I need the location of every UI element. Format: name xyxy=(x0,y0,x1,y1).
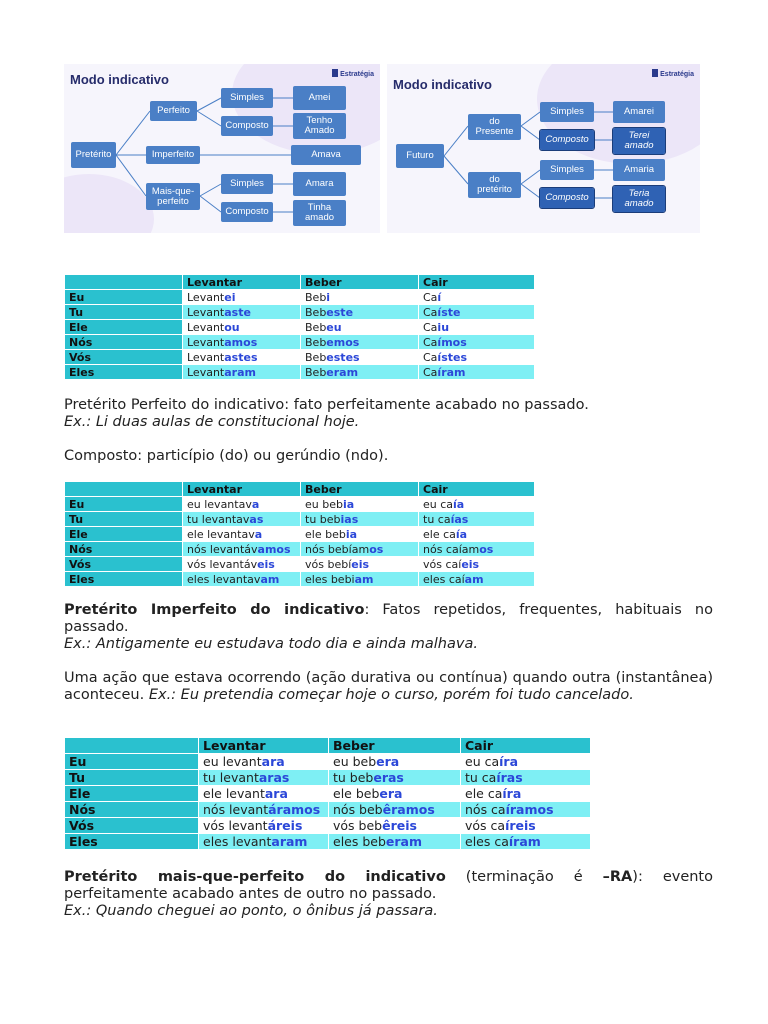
paragraph-preterito-imperfeito: Pretérito Imperfeito do indicativo: Fatos repetidos, frequentes, habituais no passado. Ex.: Antigamente eu estudava todo dia e ainda malhava. xyxy=(64,602,713,652)
verb-ending: estes xyxy=(326,350,360,364)
verb-stem: eu ca xyxy=(465,754,500,769)
table-header-row xyxy=(65,738,591,754)
verb-ending: íreis xyxy=(505,818,536,833)
header-blank xyxy=(65,738,199,754)
column-header: Cair xyxy=(419,275,535,290)
verb-form-cell xyxy=(419,542,535,557)
diagram-futuro xyxy=(387,64,700,233)
node-mais-que-perfeito: Mais-que- perfeito xyxy=(146,183,200,210)
verb-form-cell xyxy=(419,305,535,320)
table-header-row xyxy=(65,482,535,497)
verb-form-cell xyxy=(419,350,535,365)
verb-form-cell xyxy=(301,527,419,542)
verb-stem: Levant xyxy=(187,290,225,304)
column-header: Cair xyxy=(461,738,591,754)
table-row xyxy=(65,770,591,786)
pronoun-cell: Eles xyxy=(65,834,199,850)
verb-ending: a xyxy=(251,497,260,511)
definition-text: Pretérito Perfeito do indicativo: fato perfeitamente acabado no passado. xyxy=(64,397,589,413)
pronoun-cell: Ele xyxy=(65,320,183,335)
verb-form-cell xyxy=(301,305,419,320)
verb-stem: tu beb xyxy=(305,512,341,526)
table-row xyxy=(65,527,535,542)
verb-stem: Levant xyxy=(187,305,225,319)
verb-stem: eles bebi xyxy=(305,572,355,586)
node-composto: Composto xyxy=(540,188,594,208)
verb-form-cell xyxy=(301,365,419,380)
verb-stem: vós beb xyxy=(333,818,383,833)
node-tenho-amado: Tenho Amado xyxy=(293,113,346,139)
verb-form-cell xyxy=(183,320,301,335)
verb-ending: ía xyxy=(453,497,465,511)
verb-ending: eis xyxy=(257,557,275,571)
verb-stem: Ca xyxy=(423,335,438,349)
verb-form-cell xyxy=(301,350,419,365)
table-row xyxy=(65,834,591,850)
pronoun-cell: Eu xyxy=(65,290,183,305)
node-composto: Composto xyxy=(221,116,273,136)
verb-stem: Levant xyxy=(187,350,225,364)
column-header: Beber xyxy=(301,482,419,497)
verb-form-cell xyxy=(199,802,329,818)
verb-form-cell xyxy=(199,754,329,770)
verb-ending: amos xyxy=(224,335,258,349)
verb-stem: Beb xyxy=(305,365,327,379)
verb-form-cell xyxy=(419,572,535,587)
table-row xyxy=(65,557,535,572)
table-header-row xyxy=(65,275,535,290)
table-row xyxy=(65,786,591,802)
verb-stem: Ca xyxy=(423,350,438,364)
verb-form-cell xyxy=(329,818,461,834)
verb-stem: eu levantav xyxy=(187,497,252,511)
conjugation-table-preterito-perfeito xyxy=(64,274,535,380)
verb-form-cell xyxy=(183,497,301,512)
verb-form-cell xyxy=(199,770,329,786)
verb-stem: Levant xyxy=(187,320,225,334)
verb-form-cell xyxy=(199,818,329,834)
verb-ending: áramos xyxy=(268,802,321,817)
verb-form-cell xyxy=(183,512,301,527)
verb-stem: nós caíam xyxy=(423,542,480,556)
column-header: Levantar xyxy=(199,738,329,754)
verb-form-cell xyxy=(419,365,535,380)
verb-form-cell xyxy=(301,320,419,335)
verb-stem: eu beb xyxy=(333,754,377,769)
verb-form-cell xyxy=(461,770,591,786)
verb-form-cell xyxy=(199,786,329,802)
pronoun-cell: Eu xyxy=(65,497,183,512)
verb-stem: vós caí xyxy=(423,557,462,571)
node-composto: Composto xyxy=(540,130,594,150)
verb-form-cell xyxy=(329,786,461,802)
pronoun-cell: Nós xyxy=(65,802,199,818)
verb-stem: eu beb xyxy=(305,497,343,511)
verb-form-cell xyxy=(301,572,419,587)
verb-form-cell xyxy=(461,818,591,834)
node-perfeito: Perfeito xyxy=(150,101,197,121)
verb-form-cell xyxy=(199,834,329,850)
verb-ending: aram xyxy=(224,365,256,379)
verb-stem: ele beb xyxy=(333,786,380,801)
verb-stem: nós bebíam xyxy=(305,542,370,556)
table-row xyxy=(65,497,535,512)
verb-stem: vós ca xyxy=(465,818,506,833)
pronoun-cell: Tu xyxy=(65,305,183,320)
verb-form-cell xyxy=(183,527,301,542)
pronoun-cell: Nós xyxy=(65,542,183,557)
pronoun-cell: Eu xyxy=(65,754,199,770)
table-row xyxy=(65,754,591,770)
verb-ending: eras xyxy=(373,770,404,785)
verb-ending: íram xyxy=(437,365,466,379)
verb-ending: êreis xyxy=(382,818,417,833)
verb-form-cell xyxy=(329,834,461,850)
verb-ending: ias xyxy=(340,512,359,526)
verb-stem: eles ca xyxy=(465,834,509,849)
verb-ending: as xyxy=(249,512,264,526)
table-row xyxy=(65,802,591,818)
paragraph-preterito-mais-que-perfeito: Pretérito mais-que-perfeito do indicativo (terminação é –RA): evento perfeitamente acabado antes de outro no passado. Ex.: Quando cheguei ao ponto, o ônibus já passara. xyxy=(64,869,713,919)
verb-ending: emos xyxy=(326,335,360,349)
verb-ending: iu xyxy=(437,320,450,334)
verb-stem: ele beb xyxy=(305,527,346,541)
verb-ending: aras xyxy=(258,770,290,785)
conjugation-table-preterito-imperfeito xyxy=(64,481,535,587)
verb-stem: Beb xyxy=(305,350,327,364)
verb-ending: ara xyxy=(261,754,285,769)
brand-logo: Estratégia xyxy=(652,69,694,78)
verb-form-cell xyxy=(461,754,591,770)
pronoun-cell: Vós xyxy=(65,350,183,365)
verb-stem: vós levant xyxy=(203,818,268,833)
verb-stem: eles levantav xyxy=(187,572,261,586)
column-header: Beber xyxy=(329,738,461,754)
column-header: Cair xyxy=(419,482,535,497)
verb-form-cell xyxy=(301,542,419,557)
verb-stem: ele levant xyxy=(203,786,265,801)
verb-form-cell xyxy=(301,290,419,305)
verb-stem: tu ca xyxy=(465,770,497,785)
table-row xyxy=(65,290,535,305)
pronoun-cell: Eles xyxy=(65,365,183,380)
verb-stem: eles levant xyxy=(203,834,272,849)
pronoun-cell: Tu xyxy=(65,512,183,527)
verb-form-cell xyxy=(183,572,301,587)
verb-ending: ou xyxy=(224,320,240,334)
verb-ending: este xyxy=(326,305,354,319)
pronoun-cell: Vós xyxy=(65,557,183,572)
verb-ending: ia xyxy=(342,497,355,511)
pronoun-cell: Eles xyxy=(65,572,183,587)
node-do-presente: do Presente xyxy=(468,114,521,140)
verb-form-cell xyxy=(419,320,535,335)
node-do-preterito: do pretérito xyxy=(468,172,521,198)
verb-stem: tu levantav xyxy=(187,512,250,526)
verb-ending: astes xyxy=(224,350,258,364)
verb-stem: nós levantáv xyxy=(187,542,258,556)
verb-ending: era xyxy=(376,754,400,769)
verb-ending: ei xyxy=(224,290,236,304)
verb-ending: êramos xyxy=(382,802,435,817)
verb-stem: ele ca xyxy=(465,786,503,801)
verb-stem: Ca xyxy=(423,290,438,304)
verb-stem: tu ca xyxy=(423,512,451,526)
verb-ending: ara xyxy=(264,786,288,801)
verb-ending: eram xyxy=(326,365,359,379)
verb-form-cell xyxy=(329,802,461,818)
table-row xyxy=(65,365,535,380)
verb-form-cell xyxy=(183,365,301,380)
verb-form-cell xyxy=(301,335,419,350)
diagram-preterito xyxy=(64,64,380,233)
pronoun-cell: Ele xyxy=(65,786,199,802)
table-row xyxy=(65,350,535,365)
verb-ending: ímos xyxy=(437,335,467,349)
table-row xyxy=(65,572,535,587)
verb-stem: eles beb xyxy=(333,834,386,849)
verb-stem: tu beb xyxy=(333,770,374,785)
node-preterito: Pretérito xyxy=(71,142,116,168)
node-amarei: Amarei xyxy=(613,101,665,123)
node-simples: Simples xyxy=(540,160,594,180)
conjugation-table-preterito-mais-que-perfeito xyxy=(64,737,591,850)
header-blank xyxy=(65,275,183,290)
verb-ending: eram xyxy=(385,834,423,849)
pronoun-cell: Ele xyxy=(65,527,183,542)
verb-ending: ías xyxy=(450,512,469,526)
verb-ending: os xyxy=(479,542,494,556)
verb-form-cell xyxy=(419,557,535,572)
verb-stem: vós bebí xyxy=(305,557,352,571)
node-teria-amado: Teria amado xyxy=(613,186,665,212)
node-simples: Simples xyxy=(221,174,273,194)
verb-ending: íras xyxy=(496,770,523,785)
column-header: Beber xyxy=(301,275,419,290)
verb-form-cell xyxy=(183,557,301,572)
verb-ending: eis xyxy=(461,557,480,571)
table-row xyxy=(65,818,591,834)
verb-stem: nós beb xyxy=(333,802,383,817)
node-amara: Amara xyxy=(293,172,346,196)
header-blank xyxy=(65,482,183,497)
node-amaria: Amaria xyxy=(613,159,665,181)
verb-ending: i xyxy=(326,290,331,304)
verb-form-cell xyxy=(419,497,535,512)
verb-ending: os xyxy=(369,542,384,556)
verb-ending: am xyxy=(464,572,484,586)
diagram-title: Modo indicativo xyxy=(393,77,492,92)
verb-ending: a xyxy=(254,527,263,541)
verb-form-cell xyxy=(183,290,301,305)
verb-stem: eu levant xyxy=(203,754,262,769)
pronoun-cell: Nós xyxy=(65,335,183,350)
table-row xyxy=(65,542,535,557)
verb-ending: í xyxy=(437,290,442,304)
example-text: Ex.: Li duas aulas de constitucional hoje. xyxy=(64,414,360,430)
pronoun-cell: Vós xyxy=(65,818,199,834)
verb-form-cell xyxy=(183,335,301,350)
verb-form-cell xyxy=(419,335,535,350)
verb-form-cell xyxy=(461,834,591,850)
node-simples: Simples xyxy=(221,88,273,108)
verb-form-cell xyxy=(301,512,419,527)
verb-ending: íra xyxy=(499,754,519,769)
verb-ending: ia xyxy=(345,527,358,541)
verb-form-cell xyxy=(301,497,419,512)
table-row xyxy=(65,512,535,527)
verb-stem: eles caí xyxy=(423,572,465,586)
paragraph-composto: Composto: particípio (do) ou gerúndio (ndo). xyxy=(64,448,389,464)
verb-stem: Beb xyxy=(305,290,327,304)
node-imperfeito: Imperfeito xyxy=(146,146,200,164)
verb-ending: amos xyxy=(257,542,291,556)
verb-ending: ístes xyxy=(437,350,468,364)
paragraph-acao-durativa: Uma ação que estava ocorrendo (ação durativa ou contínua) quando outra (instantânea) aconteceu. Ex.: Eu pretendia começar hoje o curso, porém foi tudo cancelado. xyxy=(64,670,713,703)
verb-form-cell xyxy=(461,786,591,802)
node-amei: Amei xyxy=(293,86,346,110)
table-row xyxy=(65,335,535,350)
verb-ending: am xyxy=(354,572,374,586)
verb-ending: íramos xyxy=(505,802,554,817)
node-terei-amado: Terei amado xyxy=(613,128,665,154)
verb-form-cell xyxy=(461,802,591,818)
verb-stem: Ca xyxy=(423,305,438,319)
verb-stem: Ca xyxy=(423,320,438,334)
node-futuro: Futuro xyxy=(396,144,444,168)
verb-form-cell xyxy=(183,542,301,557)
pronoun-cell: Tu xyxy=(65,770,199,786)
verb-ending: íra xyxy=(502,786,522,801)
verb-stem: vós levantáv xyxy=(187,557,258,571)
verb-ending: ía xyxy=(455,527,468,541)
column-header: Levantar xyxy=(183,275,301,290)
verb-ending: eu xyxy=(326,320,342,334)
verb-stem: Beb xyxy=(305,305,327,319)
node-amava: Amava xyxy=(291,145,361,165)
verb-ending: eis xyxy=(351,557,370,571)
verb-stem: Beb xyxy=(305,335,327,349)
verb-form-cell xyxy=(183,305,301,320)
verb-ending: íram xyxy=(508,834,541,849)
table-row xyxy=(65,305,535,320)
verb-stem: tu levant xyxy=(203,770,259,785)
verb-form-cell xyxy=(419,527,535,542)
table-row xyxy=(65,320,535,335)
verb-ending: áreis xyxy=(267,818,303,833)
verb-stem: ele levantav xyxy=(187,527,255,541)
node-simples: Simples xyxy=(540,102,594,122)
node-composto: Composto xyxy=(221,202,273,222)
verb-stem: Levant xyxy=(187,335,225,349)
diagram-title: Modo indicativo xyxy=(70,72,169,87)
verb-stem: Levant xyxy=(187,365,225,379)
paragraph-preterito-perfeito xyxy=(64,397,713,431)
verb-stem: nós levant xyxy=(203,802,269,817)
verb-form-cell xyxy=(301,557,419,572)
verb-ending: am xyxy=(260,572,280,586)
verb-stem: eu ca xyxy=(423,497,454,511)
verb-form-cell xyxy=(419,512,535,527)
verb-ending: era xyxy=(379,786,403,801)
node-tinha-amado: Tinha amado xyxy=(293,200,346,226)
verb-ending: aste xyxy=(224,305,251,319)
verb-ending: íste xyxy=(437,305,461,319)
verb-form-cell xyxy=(329,770,461,786)
column-header: Levantar xyxy=(183,482,301,497)
verb-form-cell xyxy=(329,754,461,770)
verb-stem: Beb xyxy=(305,320,327,334)
verb-form-cell xyxy=(183,350,301,365)
verb-form-cell xyxy=(419,290,535,305)
verb-stem: nós ca xyxy=(465,802,506,817)
verb-stem: Ca xyxy=(423,365,438,379)
verb-stem: ele ca xyxy=(423,527,456,541)
verb-ending: aram xyxy=(271,834,308,849)
brand-logo: Estratégia xyxy=(332,69,374,78)
